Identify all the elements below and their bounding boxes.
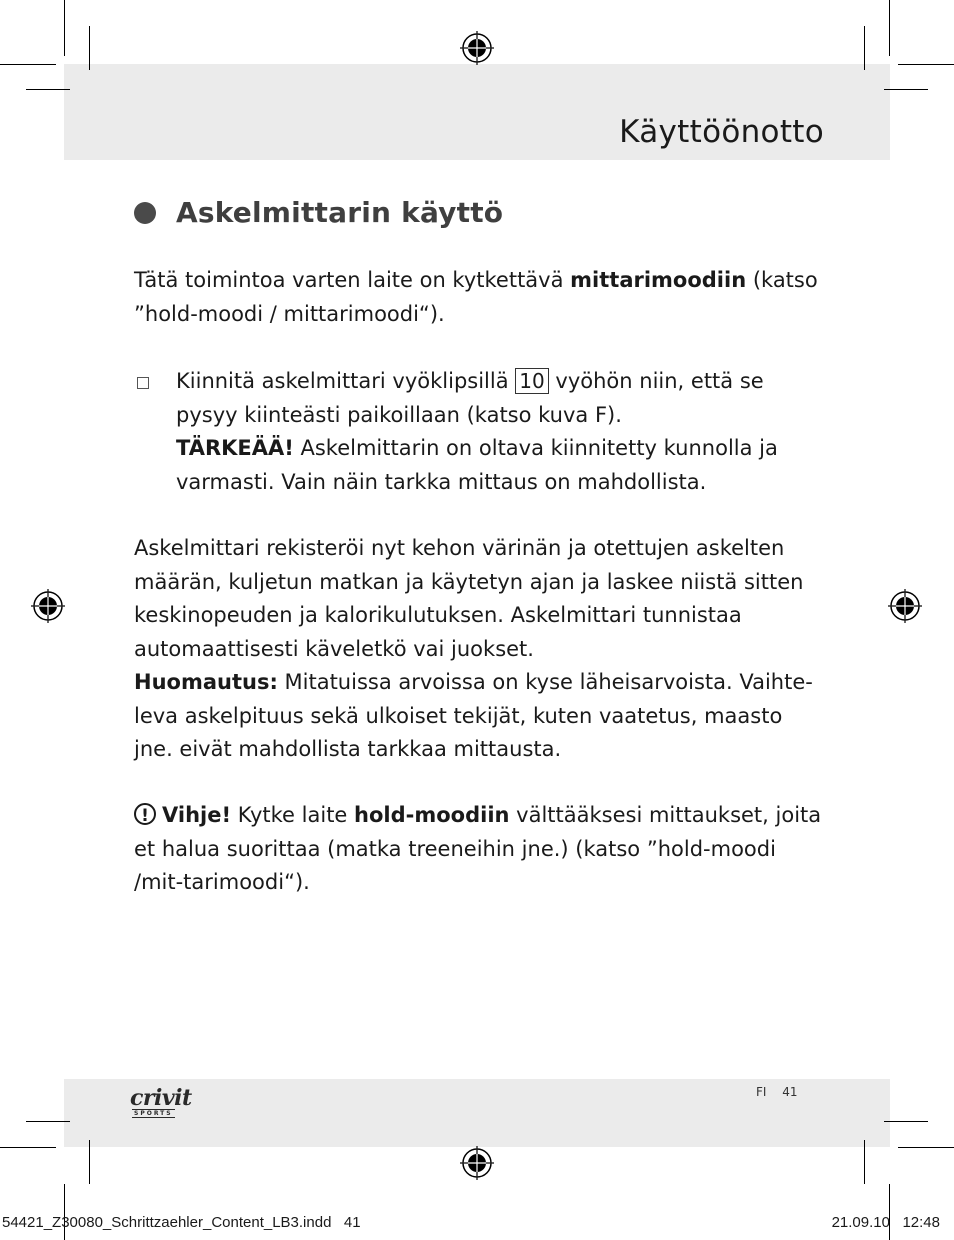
crop-mark bbox=[64, 1184, 65, 1240]
bullet-dot-icon bbox=[134, 202, 156, 224]
list-item bbox=[134, 365, 824, 499]
important-text: Askelmittarin on oltava kiinnitetty kunnolla ja varmasti. Vain näin tarkka mittaus on mahdollista. bbox=[176, 436, 778, 494]
crop-mark bbox=[0, 1147, 56, 1148]
tip-text-end: välttääksesi mittaukset, joita et halua suorittaa (matka treeneihin jne.) (katso ”hold-moodi /mit-tarimoodi“). bbox=[134, 803, 822, 894]
step-list bbox=[134, 365, 824, 499]
intro-bold: mittarimoodiin bbox=[570, 268, 747, 292]
print-datetime: 21.09.10 12:48 bbox=[831, 1214, 940, 1231]
description-text: Askelmittari rekisteröi nyt kehon värinän ja otettujen askelten määrän, kuljetun matkan ja käytetyn ajan ja laskee niistä sitten keskinopeuden ja kalorikulutuksen. Askelmittari tunnistaa automaattisesti käveletkö vai juokset. bbox=[134, 536, 804, 661]
important-label: TÄRKEÄÄ! bbox=[176, 436, 294, 460]
description-paragraph bbox=[134, 532, 824, 767]
reference-number: 10 bbox=[515, 368, 548, 394]
crop-mark bbox=[0, 64, 56, 65]
crop-mark bbox=[864, 26, 865, 70]
page-num: 41 bbox=[782, 1085, 798, 1099]
checkbox-icon bbox=[137, 377, 149, 389]
registration-mark-icon bbox=[460, 1146, 494, 1180]
crop-mark bbox=[884, 89, 928, 90]
crop-mark bbox=[26, 89, 70, 90]
registration-mark-icon bbox=[888, 589, 922, 623]
intro-text: Tätä toimintoa varten laite on kytkettävä bbox=[134, 268, 571, 292]
crop-mark bbox=[89, 1140, 90, 1184]
section-heading bbox=[134, 196, 503, 229]
registration-mark-icon bbox=[460, 31, 494, 65]
step-text bbox=[176, 365, 824, 499]
print-file-name: 54421_Z30080_Schrittzaehler_Content_LB3.indd 41 bbox=[2, 1214, 361, 1231]
crop-mark bbox=[89, 26, 90, 70]
page-lang: FI bbox=[756, 1085, 767, 1099]
registration-mark-icon bbox=[31, 589, 65, 623]
crop-mark bbox=[889, 0, 890, 56]
crop-mark bbox=[64, 0, 65, 56]
section-title: Askelmittarin käyttö bbox=[176, 196, 504, 229]
crop-mark bbox=[884, 1121, 928, 1122]
note-label: Huomautus: bbox=[134, 670, 278, 694]
crivit-logo-sub: SPORTS bbox=[134, 1110, 173, 1117]
tip-label: Vihje! bbox=[162, 803, 232, 827]
tip-paragraph bbox=[134, 799, 824, 900]
page-title: Käyttöönotto bbox=[619, 114, 824, 150]
page-number bbox=[756, 1085, 798, 1099]
crop-mark bbox=[26, 1121, 70, 1122]
crivit-logo: crivit bbox=[130, 1085, 192, 1111]
intro-paragraph bbox=[134, 264, 824, 331]
crop-mark bbox=[889, 1184, 890, 1240]
tip-text: Kytke laite bbox=[231, 803, 355, 827]
crop-mark bbox=[898, 1147, 954, 1148]
note-text: Mitatuissa arvoissa on kyse läheisarvoista. Vaihte-leva askelpituus sekä ulkoiset tekijät, kuten vaatetus, maasto jne. eivät mahdollista tarkkaa mittausta. bbox=[134, 670, 813, 761]
step-text-end: vyöhön niin, että se pysyy kiinteästi paikoillaan (katso kuva F). bbox=[176, 369, 764, 427]
crop-mark bbox=[864, 1140, 865, 1184]
step-text-start: Kiinnitä askelmittari vyöklipsillä bbox=[176, 369, 516, 393]
tip-bold: hold-moodiin bbox=[354, 803, 510, 827]
exclamation-icon: ! bbox=[134, 803, 156, 825]
crop-mark bbox=[898, 64, 954, 65]
intro-text-end: (katso ”hold-moodi / mittarimoodi“). bbox=[134, 268, 818, 326]
